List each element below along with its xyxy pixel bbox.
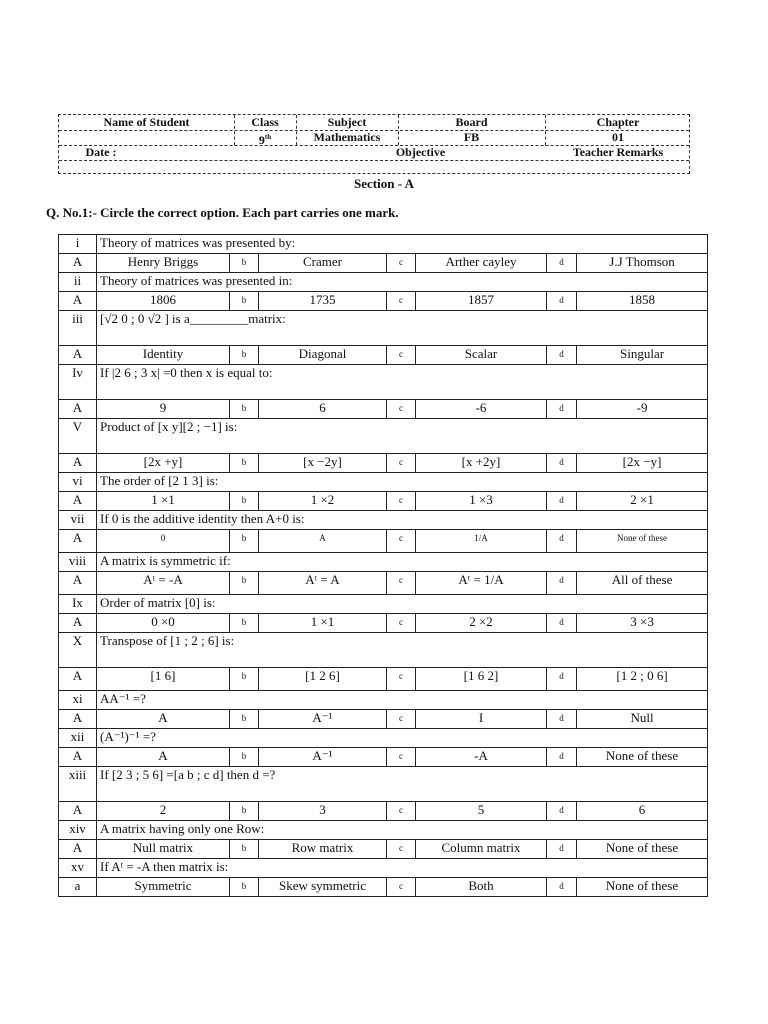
option-d[interactable]: [1 2 ; 0 6] bbox=[577, 668, 708, 691]
options-row bbox=[59, 292, 708, 311]
divider bbox=[59, 160, 689, 161]
question-row bbox=[59, 729, 708, 748]
option-c[interactable]: Arther cayley bbox=[416, 254, 547, 273]
option-a[interactable]: A bbox=[97, 748, 230, 767]
class-label: Class bbox=[251, 115, 279, 129]
question-number: Iv bbox=[59, 365, 97, 400]
option-b[interactable]: Cramer bbox=[259, 254, 387, 273]
option-b[interactable]: Diagonal bbox=[259, 346, 387, 365]
option-d-letter: d bbox=[547, 292, 577, 311]
option-c[interactable]: 1/A bbox=[416, 530, 547, 553]
option-d-letter: d bbox=[547, 454, 577, 473]
question-row bbox=[59, 273, 708, 292]
option-a[interactable]: [1 6] bbox=[97, 668, 230, 691]
option-b-letter: b bbox=[230, 346, 259, 365]
option-b-letter: b bbox=[230, 454, 259, 473]
option-c-letter: c bbox=[387, 454, 416, 473]
option-a-letter: A bbox=[59, 254, 97, 273]
option-d[interactable]: All of these bbox=[577, 572, 708, 595]
option-d[interactable]: None of these bbox=[577, 878, 708, 897]
option-d[interactable]: Null bbox=[577, 710, 708, 729]
option-d[interactable]: None of these bbox=[577, 530, 708, 553]
chapter-value: 01 bbox=[612, 130, 624, 144]
question-number: viii bbox=[59, 553, 97, 572]
option-c-letter: c bbox=[387, 748, 416, 767]
header-row-labels bbox=[59, 115, 689, 131]
option-c[interactable]: 1 ×3 bbox=[416, 492, 547, 511]
question-number: xiv bbox=[59, 821, 97, 840]
options-row bbox=[59, 840, 708, 859]
class-number: 9 bbox=[258, 133, 265, 147]
options-row bbox=[59, 572, 708, 595]
option-d-letter: d bbox=[547, 878, 577, 897]
option-b[interactable]: [1 2 6] bbox=[259, 668, 387, 691]
option-c-letter: c bbox=[387, 530, 416, 553]
question-text: Product of [x y][2 ; −1] is: bbox=[97, 419, 708, 454]
option-b-letter: b bbox=[230, 878, 259, 897]
option-a-letter: A bbox=[59, 710, 97, 729]
header-row-date bbox=[59, 145, 689, 160]
option-a[interactable]: 2 bbox=[97, 802, 230, 821]
option-c[interactable]: [1 6 2] bbox=[416, 668, 547, 691]
option-a-letter: A bbox=[59, 668, 97, 691]
option-a[interactable]: 1 ×1 bbox=[97, 492, 230, 511]
question-text: [√2 0 ; 0 √2 ] is a_________matrix: bbox=[97, 311, 708, 346]
option-c[interactable]: 2 ×2 bbox=[416, 614, 547, 633]
option-b[interactable]: Skew symmetric bbox=[259, 878, 387, 897]
option-a-letter: a bbox=[59, 878, 97, 897]
question-number: iii bbox=[59, 311, 97, 346]
option-c-letter: c bbox=[387, 572, 416, 595]
option-d[interactable]: [2x −y] bbox=[577, 454, 708, 473]
question-number: xiii bbox=[59, 767, 97, 802]
options-row bbox=[59, 802, 708, 821]
question-row bbox=[59, 419, 708, 454]
options-row bbox=[59, 346, 708, 365]
option-d[interactable]: J.J Thomson bbox=[577, 254, 708, 273]
board-value: FB bbox=[463, 130, 480, 144]
option-c-letter: c bbox=[387, 292, 416, 311]
option-c-letter: c bbox=[387, 614, 416, 633]
question-row bbox=[59, 767, 708, 802]
option-b[interactable]: 1735 bbox=[259, 292, 387, 311]
option-b[interactable]: A bbox=[259, 530, 387, 553]
option-a[interactable]: Symmetric bbox=[97, 878, 230, 897]
option-b[interactable]: Row matrix bbox=[259, 840, 387, 859]
option-c[interactable]: I bbox=[416, 710, 547, 729]
question-text: Transpose of [1 ; 2 ; 6] is: bbox=[97, 633, 708, 668]
option-b-letter: b bbox=[230, 292, 259, 311]
option-c-letter: c bbox=[387, 710, 416, 729]
question-number: Ix bbox=[59, 595, 97, 614]
option-a[interactable]: Aᵗ = -A bbox=[97, 572, 230, 595]
option-c[interactable]: -A bbox=[416, 748, 547, 767]
option-b-letter: b bbox=[230, 840, 259, 859]
option-c[interactable]: 1857 bbox=[416, 292, 547, 311]
option-d-letter: d bbox=[547, 492, 577, 511]
option-d-letter: d bbox=[547, 530, 577, 553]
option-c[interactable]: 5 bbox=[416, 802, 547, 821]
date-label: Date : bbox=[85, 145, 117, 159]
option-b[interactable]: 6 bbox=[259, 400, 387, 419]
option-b-letter: b bbox=[230, 668, 259, 691]
question-row bbox=[59, 553, 708, 572]
option-b[interactable]: A⁻¹ bbox=[259, 710, 387, 729]
option-b-letter: b bbox=[230, 614, 259, 633]
question-text: Order of matrix [0] is: bbox=[97, 595, 708, 614]
option-c[interactable]: Aᵗ = 1/A bbox=[416, 572, 547, 595]
options-row bbox=[59, 530, 708, 553]
options-row bbox=[59, 254, 708, 273]
option-a-letter: A bbox=[59, 614, 97, 633]
option-b[interactable]: [x −2y] bbox=[259, 454, 387, 473]
class-suffix: th bbox=[264, 133, 272, 141]
question-number: i bbox=[59, 235, 97, 254]
class-value bbox=[234, 130, 296, 145]
option-a[interactable]: 0 bbox=[97, 530, 230, 553]
options-row bbox=[59, 492, 708, 511]
question-text: If [2 3 ; 5 6] =[a b ; c d] then d =? bbox=[97, 767, 708, 802]
question-text: (A⁻¹)⁻¹ =? bbox=[97, 729, 708, 748]
option-b-letter: b bbox=[230, 748, 259, 767]
option-a-letter: A bbox=[59, 840, 97, 859]
question-row bbox=[59, 473, 708, 492]
options-row bbox=[59, 748, 708, 767]
option-c-letter: c bbox=[387, 400, 416, 419]
options-row bbox=[59, 614, 708, 633]
question-number: vii bbox=[59, 511, 97, 530]
option-b-letter: b bbox=[230, 254, 259, 273]
option-a[interactable]: 1806 bbox=[97, 292, 230, 311]
options-row bbox=[59, 454, 708, 473]
option-d[interactable]: None of these bbox=[577, 840, 708, 859]
question-text: Theory of matrices was presented in: bbox=[97, 273, 708, 292]
question-number: X bbox=[59, 633, 97, 668]
option-d[interactable]: 1858 bbox=[577, 292, 708, 311]
option-a-letter: A bbox=[59, 530, 97, 553]
option-d-letter: d bbox=[547, 254, 577, 273]
option-b[interactable]: 1 ×2 bbox=[259, 492, 387, 511]
question-row bbox=[59, 633, 708, 668]
option-b-letter: b bbox=[230, 400, 259, 419]
teacher-remarks-label: Teacher Remarks bbox=[572, 145, 664, 159]
option-c-letter: c bbox=[387, 878, 416, 897]
paper-type: Objective bbox=[395, 145, 446, 159]
option-b[interactable]: 1 ×1 bbox=[259, 614, 387, 633]
option-c[interactable]: Column matrix bbox=[416, 840, 547, 859]
option-c[interactable]: [x +2y] bbox=[416, 454, 547, 473]
name-of-student-label: Name of Student bbox=[103, 115, 190, 129]
divider bbox=[296, 115, 297, 145]
question-row bbox=[59, 365, 708, 400]
option-a[interactable]: 0 ×0 bbox=[97, 614, 230, 633]
question-number: vi bbox=[59, 473, 97, 492]
option-b-letter: b bbox=[230, 802, 259, 821]
option-d-letter: d bbox=[547, 748, 577, 767]
question-text: If Aᵗ = -A then matrix is: bbox=[97, 859, 708, 878]
question-row bbox=[59, 511, 708, 530]
option-b-letter: b bbox=[230, 492, 259, 511]
header-row-values bbox=[59, 130, 689, 146]
option-b[interactable]: Aᵗ = A bbox=[259, 572, 387, 595]
option-a[interactable]: Henry Briggs bbox=[97, 254, 230, 273]
option-a[interactable]: A bbox=[97, 710, 230, 729]
question-row bbox=[59, 235, 708, 254]
option-b-letter: b bbox=[230, 572, 259, 595]
option-c-letter: c bbox=[387, 346, 416, 365]
option-a-letter: A bbox=[59, 802, 97, 821]
option-b[interactable]: 3 bbox=[259, 802, 387, 821]
option-a-letter: A bbox=[59, 346, 97, 365]
option-d-letter: d bbox=[547, 710, 577, 729]
option-d-letter: d bbox=[547, 802, 577, 821]
option-a[interactable]: 9 bbox=[97, 400, 230, 419]
option-c[interactable]: Scalar bbox=[416, 346, 547, 365]
question-number: xi bbox=[59, 691, 97, 710]
option-a[interactable]: Identity bbox=[97, 346, 230, 365]
question-number: V bbox=[59, 419, 97, 454]
option-a-letter: A bbox=[59, 292, 97, 311]
question-instruction: Q. No.1:- Circle the correct option. Each part carries one mark. bbox=[46, 205, 399, 220]
chapter-label: Chapter bbox=[596, 115, 640, 129]
question-text: If 0 is the additive identity then A+0 is: bbox=[97, 511, 708, 530]
question-row bbox=[59, 595, 708, 614]
option-d[interactable]: -9 bbox=[577, 400, 708, 419]
option-a-letter: A bbox=[59, 492, 97, 511]
option-d[interactable]: None of these bbox=[577, 748, 708, 767]
options-row bbox=[59, 878, 708, 897]
option-d-letter: d bbox=[547, 346, 577, 365]
question-number: xii bbox=[59, 729, 97, 748]
board-label: Board bbox=[455, 115, 488, 129]
option-a-letter: A bbox=[59, 572, 97, 595]
option-c[interactable]: Both bbox=[416, 878, 547, 897]
question-text: Theory of matrices was presented by: bbox=[97, 235, 708, 254]
option-a[interactable]: [2x +y] bbox=[97, 454, 230, 473]
question-text: If |2 6 ; 3 x| =0 then x is equal to: bbox=[97, 365, 708, 400]
question-text: A matrix is symmetric if: bbox=[97, 553, 708, 572]
option-b[interactable]: A⁻¹ bbox=[259, 748, 387, 767]
question-text: The order of [2 1 3] is: bbox=[97, 473, 708, 492]
mcq-table bbox=[58, 234, 708, 897]
question-row bbox=[59, 311, 708, 346]
options-row bbox=[59, 710, 708, 729]
divider bbox=[398, 115, 399, 145]
option-c-letter: c bbox=[387, 840, 416, 859]
options-row bbox=[59, 400, 708, 419]
question-text: A matrix having only one Row: bbox=[97, 821, 708, 840]
option-c-letter: c bbox=[387, 492, 416, 511]
question-number: xv bbox=[59, 859, 97, 878]
question-row bbox=[59, 691, 708, 710]
options-row bbox=[59, 668, 708, 691]
question-text: AA⁻¹ =? bbox=[97, 691, 708, 710]
option-d[interactable]: 3 ×3 bbox=[577, 614, 708, 633]
question-number: ii bbox=[59, 273, 97, 292]
option-d[interactable]: 6 bbox=[577, 802, 708, 821]
student-info-header bbox=[58, 114, 690, 174]
option-d-letter: d bbox=[547, 840, 577, 859]
subject-label: Subject bbox=[327, 115, 367, 129]
option-d-letter: d bbox=[547, 668, 577, 691]
option-a-letter: A bbox=[59, 400, 97, 419]
subject-value: Mathematics bbox=[313, 130, 381, 144]
option-c-letter: c bbox=[387, 254, 416, 273]
option-d[interactable]: Singular bbox=[577, 346, 708, 365]
option-a-letter: A bbox=[59, 454, 97, 473]
option-a-letter: A bbox=[59, 748, 97, 767]
option-b-letter: b bbox=[230, 710, 259, 729]
option-d-letter: d bbox=[547, 572, 577, 595]
option-a[interactable]: Null matrix bbox=[97, 840, 230, 859]
divider bbox=[234, 115, 235, 145]
option-c-letter: c bbox=[387, 802, 416, 821]
question-row bbox=[59, 859, 708, 878]
divider bbox=[545, 115, 546, 145]
option-c-letter: c bbox=[387, 668, 416, 691]
option-d[interactable]: 2 ×1 bbox=[577, 492, 708, 511]
section-title: Section - A bbox=[354, 176, 414, 191]
option-c[interactable]: -6 bbox=[416, 400, 547, 419]
option-d-letter: d bbox=[547, 614, 577, 633]
question-row bbox=[59, 821, 708, 840]
option-b-letter: b bbox=[230, 530, 259, 553]
option-d-letter: d bbox=[547, 400, 577, 419]
